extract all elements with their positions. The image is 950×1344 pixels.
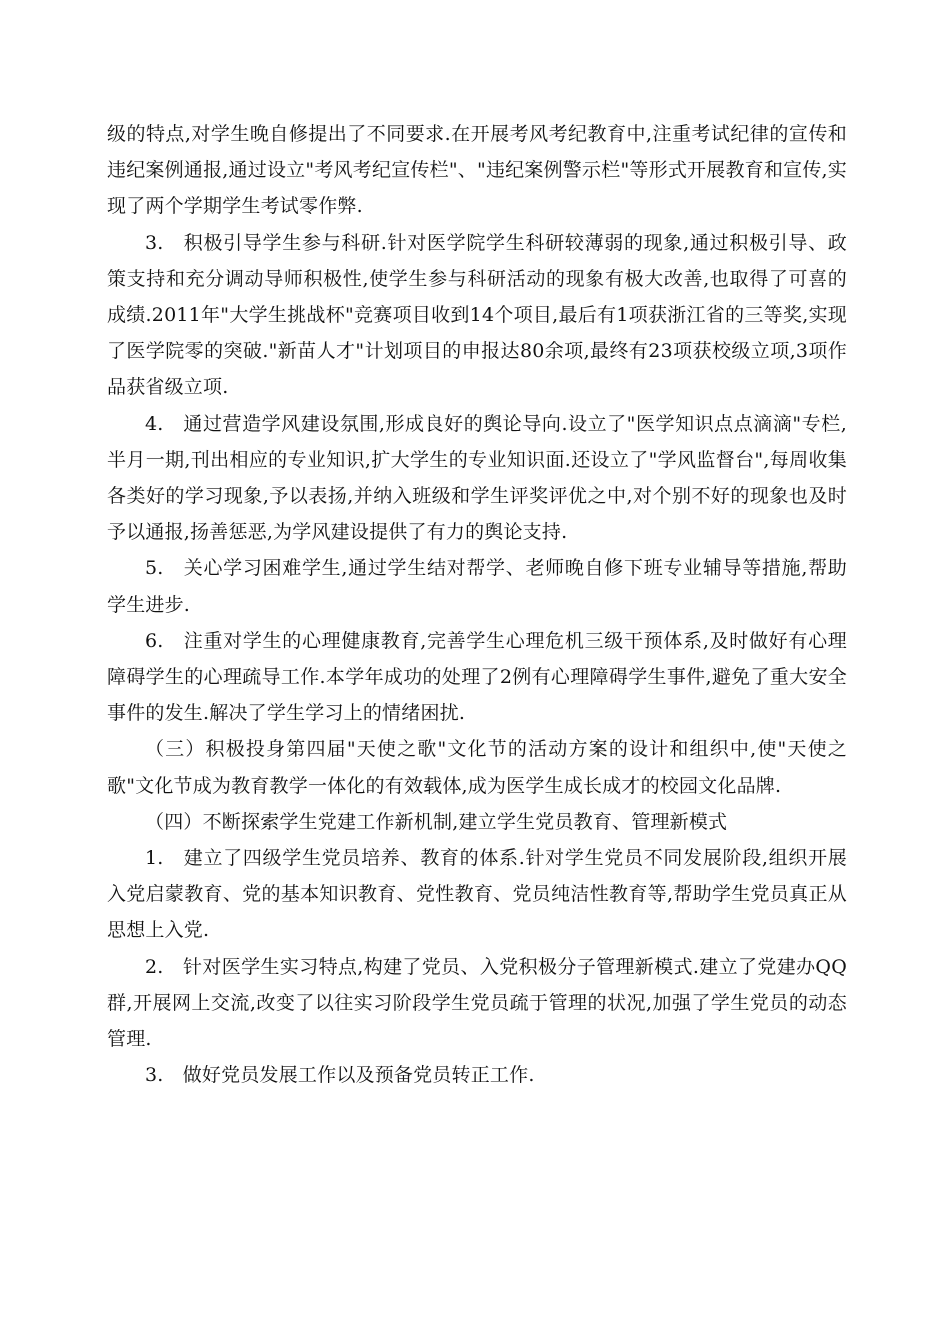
paragraph-item-4-atmosphere: 4. 通过营造学风建设氛围,形成良好的舆论导向.设立了"医学知识点点滴滴"专栏,半月一期,刊出相应的专业知识,扩大学生的专业知识面.还设立了"学风监督台",每周收集各类好的学习现象,予以表扬,并纳入班级和学生评奖评优之中,对个别不好的现象也及时予以通报,扬善惩恶,为学风建设提供了有力的舆论支持. xyxy=(107,412,847,544)
paragraph-item-5-difficulty: 5. 关心学习困难学生,通过学生结对帮学、老师晚自修下班专业辅导等措施,帮助学生进步. xyxy=(107,557,847,616)
paragraph-party-item-2: 2. 针对医学生实习特点,构建了党员、入党积极分子管理新模式.建立了党建办QQ群,开展网上交流,改变了以往实习阶段学生党员疏于管理的状况,加强了学生党员的动态管理. xyxy=(107,955,847,1051)
document-page xyxy=(107,116,847,1093)
paragraph-continuation: 级的特点,对学生晚自修提出了不同要求.在开展考风考纪教育中,注重考试纪律的宣传和违纪案例通报,通过设立"考风考纪宣传栏"、"违纪案例警示栏"等形式开展教育和宣传,实现了两个学期学生考试零作弊. xyxy=(107,123,847,218)
paragraph-item-6-mental-health: 6. 注重对学生的心理健康教育,完善学生心理危机三级干预体系,及时做好有心理障碍学生的心理疏导工作.本学年成功的处理了2例有心理障碍学生事件,避免了重大安全事件的发生.解决了学生学习上的情绪困扰. xyxy=(107,629,847,725)
paragraph-section-4-heading: （四）不断探索学生党建工作新机制,建立学生党员教育、管理新模式 xyxy=(145,810,728,833)
paragraph-party-item-3: 3. 做好党员发展工作以及预备党员转正工作. xyxy=(145,1064,535,1087)
paragraph-party-item-1: 1. 建立了四级学生党员培养、教育的体系.针对学生党员不同发展阶段,组织开展入党启蒙教育、党的基本知识教育、党性教育、党员纯洁性教育等,帮助学生党员真正从思想上入党. xyxy=(107,847,847,942)
paragraph-section-3-culture-festival: （三）积极投身第四届"天使之歌"文化节的活动方案的设计和组织中,使"天使之歌"文化节成为教育教学一体化的有效载体,成为医学生成长成才的校园文化品牌. xyxy=(107,738,847,797)
paragraph-item-3-research: 3. 积极引导学生参与科研.针对医学院学生科研较薄弱的现象,通过积极引导、政策支持和充分调动导师积极性,使学生参与科研活动的现象有极大改善,也取得了可喜的成绩.2011年"大学生挑战杯"竞赛项目收到14个项目,最后有1项获浙江省的三等奖,实现了医学院零的突破."新苗人才"计划项目的申报达80余项,最终有23项获校级立项,3项作品获省级立项. xyxy=(107,231,847,399)
